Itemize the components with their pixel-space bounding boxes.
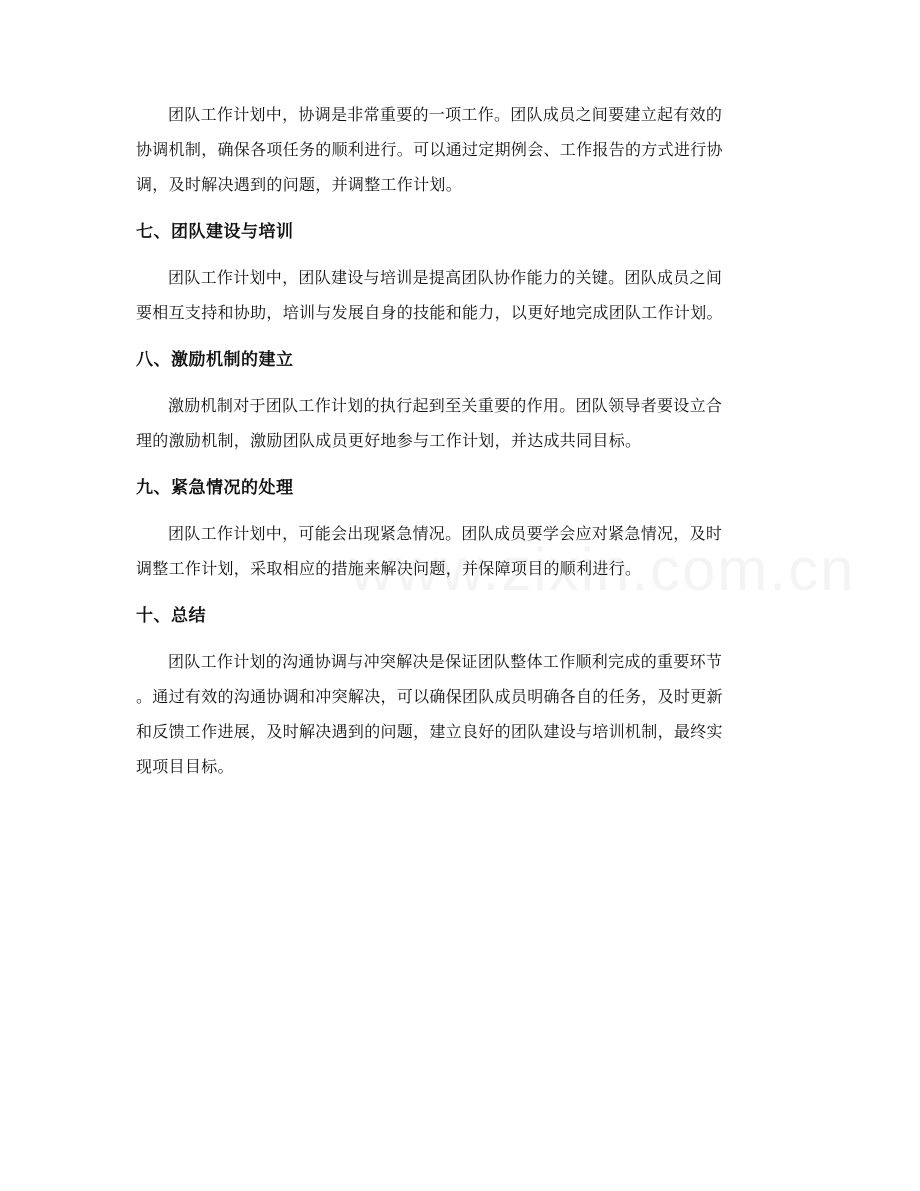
paragraph-line: 调，及时解决遇到的问题，并调整工作计划。	[136, 175, 463, 194]
paragraph-line: 团队工作计划中，协调是非常重要的一项工作。团队成员之间要建立起有效的	[168, 105, 723, 124]
intro-paragraph	[136, 97, 788, 202]
section-heading: 八、激励机制的建立	[136, 350, 294, 370]
paragraph-line: 调整工作计划，采取相应的措施来解决问题，并保障项目的顺利进行。	[136, 559, 642, 578]
section-heading: 九、紧急情况的处理	[136, 478, 294, 498]
section-paragraph	[136, 644, 788, 784]
paragraph-line: 团队工作计划的沟通协调与冲突解决是保证团队整体工作顺利完成的重要环节	[168, 652, 723, 671]
paragraph-line: 和反馈工作进展，及时解决遇到的问题，建立良好的团队建设与培训机制，最终实	[136, 722, 723, 741]
paragraph-line: 要相互支持和协助，培训与发展自身的技能和能力，以更好地完成团队工作计划。	[136, 303, 723, 322]
paragraph-line: 团队工作计划中，团队建设与培训是提高团队协作能力的关键。团队成员之间	[168, 268, 723, 287]
paragraph-line: 激励机制对于团队工作计划的执行起到至关重要的作用。团队领导者要设立合	[168, 396, 723, 415]
paragraph-line: 协调机制，确保各项任务的顺利进行。可以通过定期例会、工作报告的方式进行协	[136, 140, 723, 159]
section-paragraph	[136, 388, 788, 458]
paragraph-line: 团队工作计划中，可能会出现紧急情况。团队成员要学会应对紧急情况，及时	[168, 524, 723, 543]
document-body	[136, 97, 788, 784]
paragraph-line: 。通过有效的沟通协调和冲突解决，可以确保团队成员明确各自的任务，及时更新	[136, 687, 723, 706]
paragraph-line: 现项目目标。	[136, 757, 234, 776]
section-paragraph	[136, 260, 788, 330]
section-heading: 十、总结	[136, 606, 206, 626]
paragraph-line: 理的激励机制，激励团队成员更好地参与工作计划，并达成共同目标。	[136, 431, 642, 450]
section-paragraph	[136, 516, 788, 586]
section-heading: 七、团队建设与培训	[136, 222, 294, 242]
